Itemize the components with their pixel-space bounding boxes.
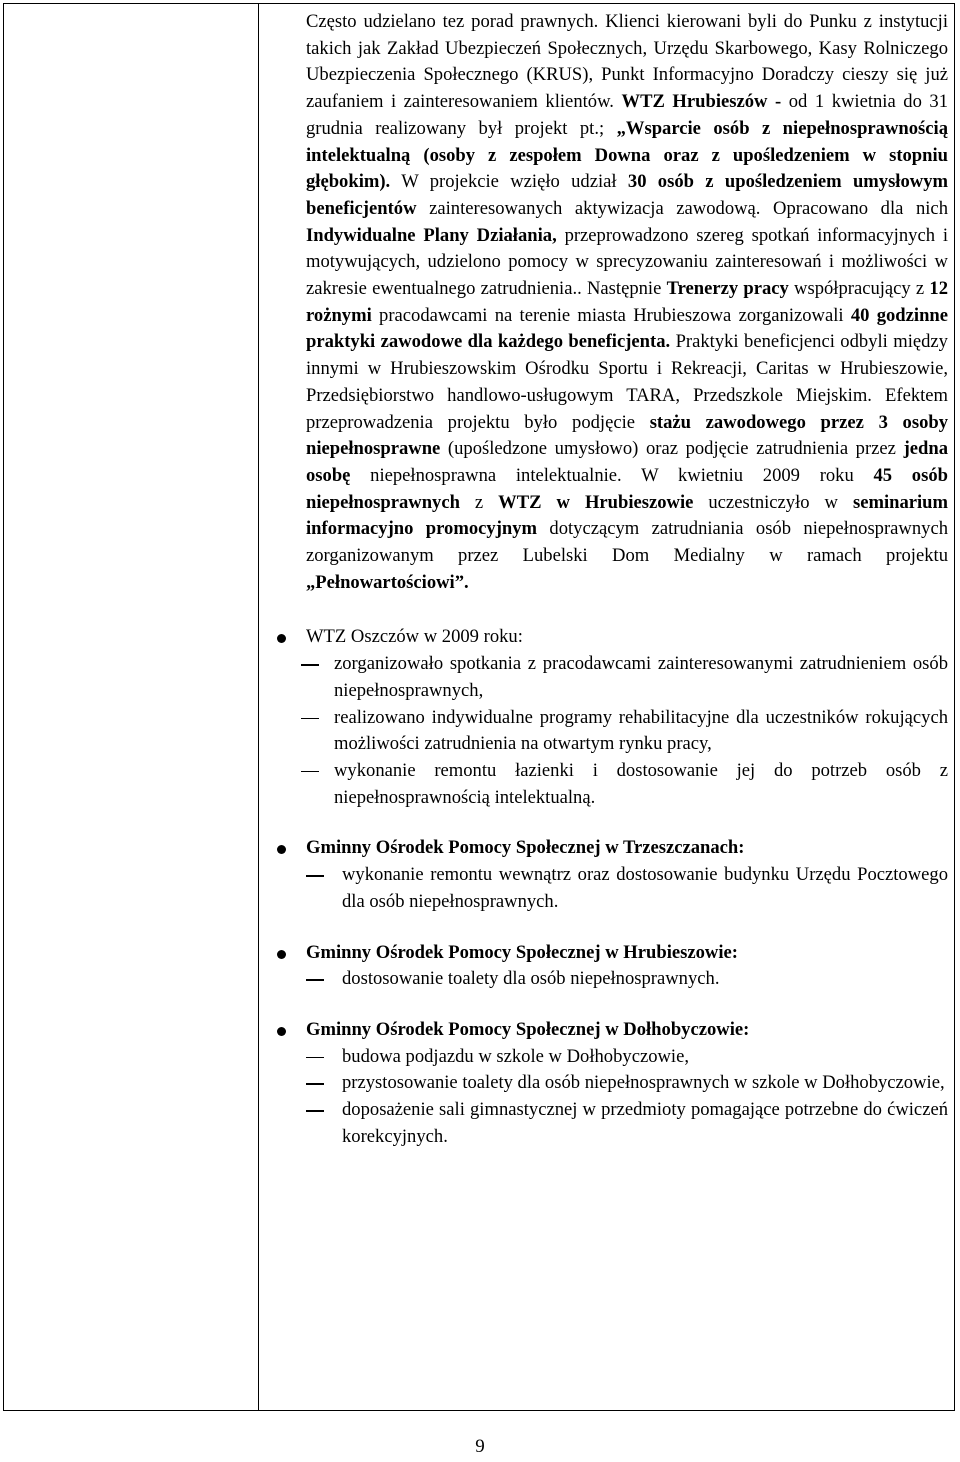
text-run: od 1 kwietnia do 31 grudnia realizowany był projekt pt.; (306, 91, 948, 139)
dash-item-text: doposażenie sali gimnastycznej w przedmioty pomagające potrzebne do ćwiczeń korekcyjnych. (342, 1099, 948, 1147)
dash-icon (306, 979, 324, 981)
dash-list-item (342, 966, 948, 993)
dash-icon (306, 1083, 324, 1085)
dash-list (306, 966, 948, 993)
dash-list-item (306, 705, 948, 758)
dash-item-text: dostosowanie toalety dla osób niepełnosprawnych. (342, 968, 720, 990)
dash-item-text: przystosowanie toalety dla osób niepełnosprawnych w szkole w Dołhobyczowie, (342, 1072, 945, 1094)
bold-text-run: 12 rożnymi (306, 278, 948, 326)
text-run: niepełnosprawna intelektualnie. W kwietniu 2009 roku (350, 464, 874, 486)
bold-text-run: 30 osób z upośledzeniem umysłowym beneficjentów (306, 171, 948, 219)
bold-text-run: seminarium informacyjno promocyjnym (306, 491, 948, 540)
dash-item-text: budowa podjazdu w szkole w Dołhobyczowie, (342, 1045, 689, 1067)
dash-list (306, 1044, 948, 1151)
text-run: z (459, 491, 499, 513)
dash-list-item (306, 651, 948, 704)
bullet-section (306, 1017, 948, 1151)
right-column (259, 4, 954, 1410)
bullet-section (306, 624, 948, 811)
dash-item-text: zorganizowało spotkania z pracodawcami zainteresowanymi zatrudnieniem osób niepełnosprawnych, (334, 653, 948, 701)
bold-text-run: jedna osobę (306, 438, 948, 486)
text-run: pracodawcami na terenie miasta Hrubieszowa zorganizowali (371, 304, 851, 326)
section-title: WTZ Oszczów w 2009 roku: (306, 626, 523, 648)
bullet-icon (277, 845, 286, 854)
dash-list-item (342, 1070, 948, 1097)
text-run: Praktyki beneficjenci odbyli między innymi w Hrubieszowskim Ośrodku Sportu i Rekreacji, Caritas w Hrubieszowie, Przedsiębiorstwo handlowo-usługowym TARA, Przedszkole Miejskim. Efektem przeprowadzenia projektu było podjęcie (306, 331, 948, 433)
dash-list-item (342, 1044, 948, 1071)
bullet-icon (277, 1027, 286, 1036)
text-run: uczestniczyło w (693, 491, 853, 513)
page-number: 9 (475, 1436, 485, 1457)
text-run: W projekcie wzięło udział (390, 171, 628, 193)
bullet-section (306, 940, 948, 993)
bold-text-run: WTZ w Hrubieszowie (498, 491, 694, 513)
main-paragraph-block (306, 9, 948, 596)
dash-item-text: wykonanie remontu łazienki i dostosowanie jej do potrzeb osób z niepełnosprawnością intelektualną. (334, 759, 948, 808)
left-column (4, 4, 259, 1410)
bullet-icon (277, 950, 286, 959)
dash-icon (301, 664, 319, 666)
bold-text-run: stażu zawodowego przez 3 osoby niepełnosprawne (306, 411, 949, 460)
dash-item-text: wykonanie remontu wewnątrz oraz dostosowanie budynku Urzędu Pocztowego dla osób niepełnosprawnych. (342, 864, 948, 912)
bold-text-run: Trenerzy pracy (666, 278, 789, 300)
dash-icon (306, 1110, 324, 1112)
text-run: Często udzielano tez porad prawnych. Klienci kierowani byli do Punku z instytucji takich jak Zakład Ubezpieczeń Społecznych, Urzędu Skarbowego, Kasy Rolniczego Ubezpieczenia Społecznego (KRUS), Punkt Informacyjno Doradczy cieszy się już zaufaniem i zainteresowaniem klientów. (306, 11, 948, 113)
text-run: dotyczącym zatrudniania osób niepełnosprawnych zorganizowanym przez Lubelski Dom Medialny w ramach projektu (306, 518, 948, 567)
bullet-section (306, 835, 948, 915)
dash-list-item (342, 862, 948, 915)
dash-icon (301, 718, 319, 720)
text-run: zainteresowanych aktywizacja zawodową. Opracowano dla nich (416, 197, 948, 219)
section-title: Gminny Ośrodek Pomocy Społecznej w Dołhobyczowie: (306, 1018, 750, 1040)
bullet-icon (277, 634, 286, 643)
main-paragraph (306, 9, 948, 596)
section-title: Gminny Ośrodek Pomocy Społecznej w Hrubieszowie: (306, 941, 738, 963)
dash-item-text: realizowano indywidualne programy rehabilitacyjne dla uczestników rokujących możliwości zatrudnienia na otwartym rynku pracy, (334, 706, 948, 755)
bold-text-run: 40 godzinne praktyki zawodowe dla każdego beneficjenta. (306, 304, 949, 353)
table-frame (3, 3, 955, 1411)
bold-text-run: „Pełnowartościowi”. (306, 571, 469, 593)
bold-text-run: 45 osób niepełnosprawnych (306, 464, 948, 513)
text-run: (upośledzone umysłowo) oraz podjęcie zatrudnienia przez (440, 438, 904, 460)
bold-text-run: WTZ Hrubieszów - (621, 91, 789, 113)
dash-list (306, 862, 948, 915)
dash-icon (306, 1057, 324, 1059)
dash-icon (301, 771, 319, 773)
dash-list-item (342, 1097, 948, 1150)
text-run: przeprowadzono szereg spotkań informacyjnych i motywujących, udzielono pomocy w sprecyzowaniu zainteresowań i możliwości w zakresie ewentualnego zatrudnienia.. Następnie (306, 224, 948, 300)
text-run: współpracujący z (788, 278, 930, 300)
bold-text-run: Indywidualne Plany Działania, (306, 224, 557, 246)
content (306, 9, 948, 1150)
dash-list (306, 651, 948, 811)
section-title: Gminny Ośrodek Pomocy Społecznej w Trzeszczanach: (306, 837, 745, 859)
bold-text-run: „Wsparcie osób z niepełnosprawnością intelektualną (osoby z zespołem Downa oraz z upośledzeniem w stopniu głębokim). (306, 117, 948, 193)
dash-list-item (306, 758, 948, 811)
dash-icon (306, 875, 324, 877)
sections-list (306, 624, 948, 1150)
